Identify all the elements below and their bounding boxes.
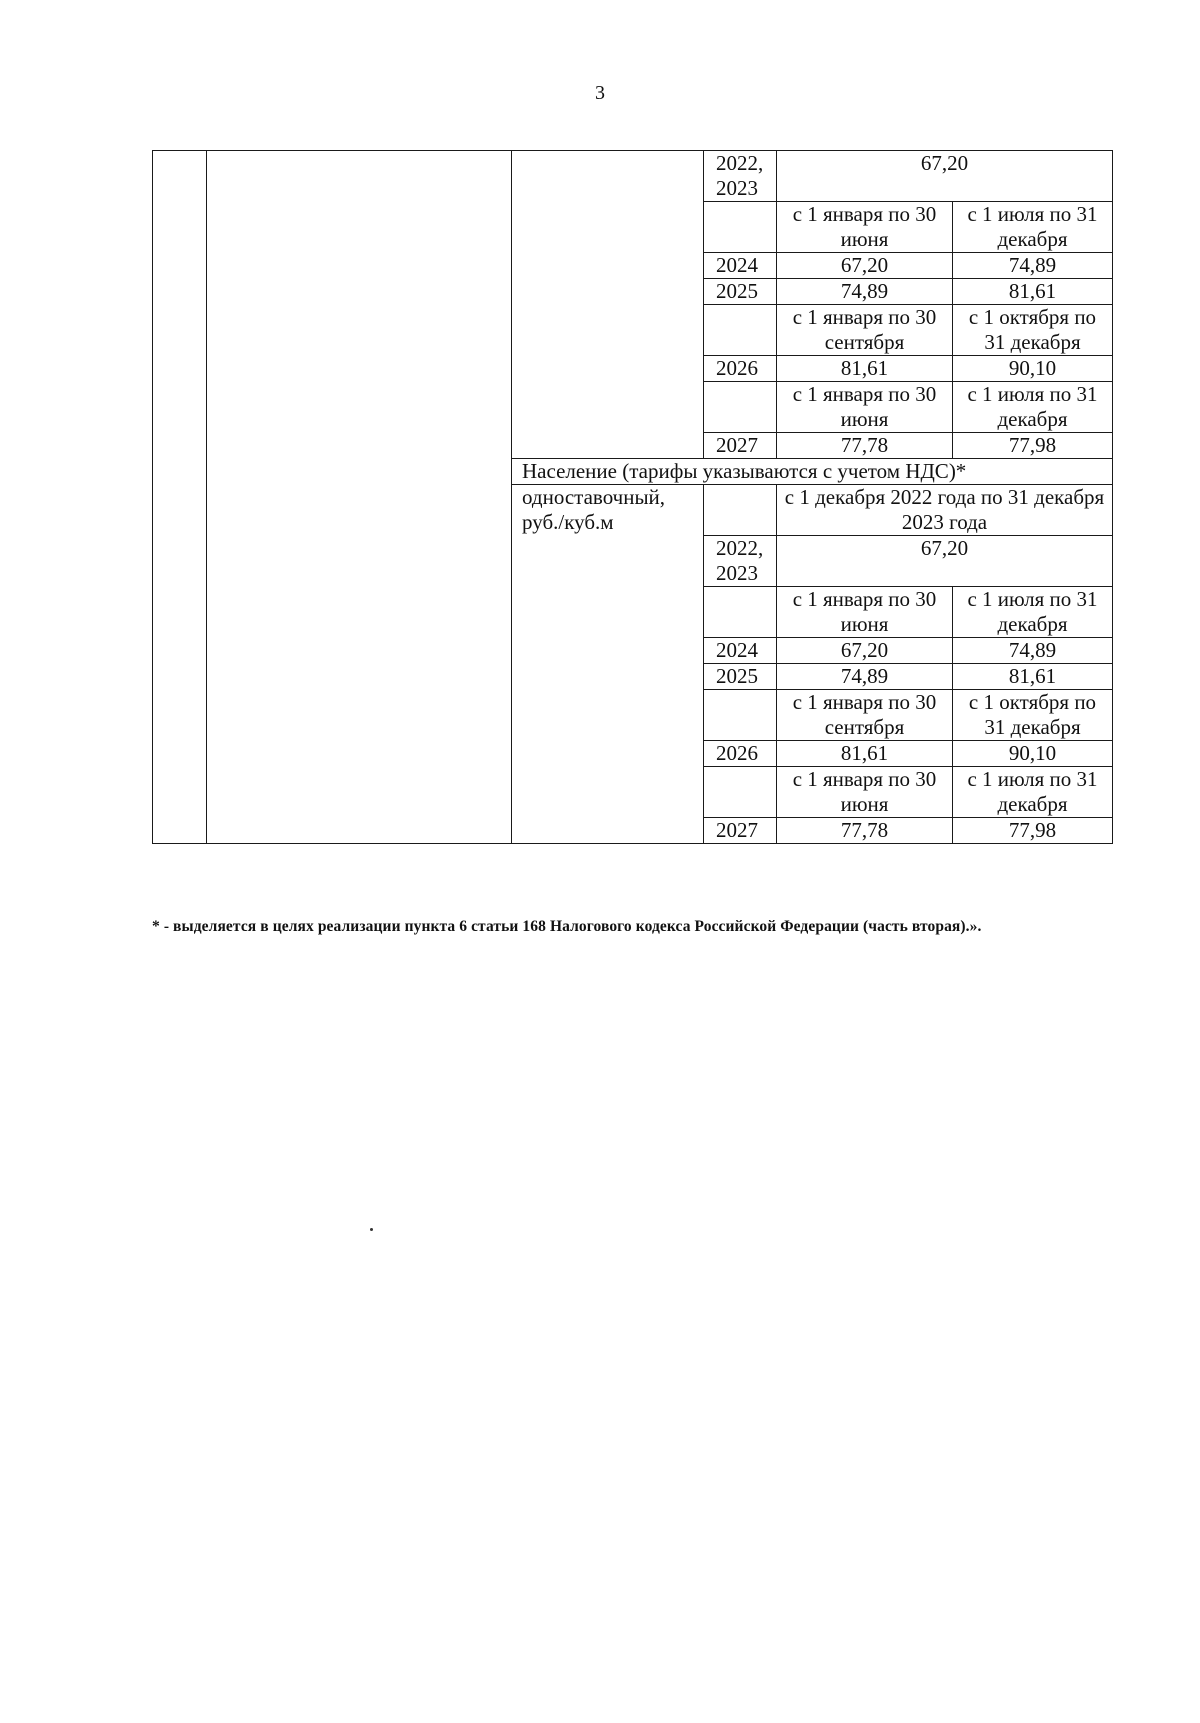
period-header: с 1 января по 30 июня xyxy=(777,202,953,253)
tariff-table xyxy=(152,150,1113,844)
name-cell xyxy=(207,151,512,844)
value-cell: 81,61 xyxy=(953,279,1113,305)
period-header: с 1 июля по 31 декабря xyxy=(953,382,1113,433)
period-header: с 1 января по 30 сентября xyxy=(777,305,953,356)
period-header: с 1 июля по 31 декабря xyxy=(953,587,1113,638)
period-header: с 1 октября по 31 декабря xyxy=(953,305,1113,356)
period-header: с 1 января по 30 июня xyxy=(777,587,953,638)
value-cell: 67,20 xyxy=(777,253,953,279)
year-cell xyxy=(704,305,777,356)
year-cell: 2024 xyxy=(704,253,777,279)
year-cell: 2026 xyxy=(704,741,777,767)
year-cell xyxy=(704,202,777,253)
value-cell: 77,78 xyxy=(777,818,953,844)
year-cell: 2027 xyxy=(704,818,777,844)
index-cell xyxy=(153,151,207,844)
year-cell xyxy=(704,690,777,741)
period-header: с 1 июля по 31 декабря xyxy=(953,767,1113,818)
tariff-type-cell xyxy=(512,151,704,459)
value-cell: 67,20 xyxy=(777,151,1113,202)
footnote: * - выделяется в целях реализации пункта 6 статьи 168 Налогового кодекса Российской Федерации (часть вторая).». xyxy=(152,918,982,935)
value-cell: 74,89 xyxy=(953,638,1113,664)
year-cell: 2027 xyxy=(704,433,777,459)
year-cell: 2024 xyxy=(704,638,777,664)
scan-speck xyxy=(370,1228,373,1231)
value-cell: 81,61 xyxy=(777,741,953,767)
period-header: с 1 января по 30 июня xyxy=(777,382,953,433)
page-number: 3 xyxy=(595,82,605,104)
tariff-type-cell: одноставочный, руб./куб.м xyxy=(512,485,704,844)
year-cell: 2026 xyxy=(704,356,777,382)
value-cell: 74,89 xyxy=(777,279,953,305)
value-cell: 81,61 xyxy=(953,664,1113,690)
year-cell: 2025 xyxy=(704,664,777,690)
value-cell: 67,20 xyxy=(777,536,1113,587)
period-header: с 1 июля по 31 декабря xyxy=(953,202,1113,253)
value-cell: 81,61 xyxy=(777,356,953,382)
year-cell: 2022, 2023 xyxy=(704,151,777,202)
value-cell: 77,78 xyxy=(777,433,953,459)
year-cell xyxy=(704,485,777,536)
year-cell xyxy=(704,767,777,818)
year-cell: 2025 xyxy=(704,279,777,305)
value-cell: 77,98 xyxy=(953,818,1113,844)
value-cell: 77,98 xyxy=(953,433,1113,459)
population-header: Население (тарифы указываются с учетом НДС)* xyxy=(512,459,1113,485)
table-row xyxy=(153,151,1113,202)
period-header: с 1 октября по 31 декабря xyxy=(953,690,1113,741)
value-cell: 90,10 xyxy=(953,741,1113,767)
period-header: с 1 декабря 2022 года по 31 декабря 2023 года xyxy=(777,485,1113,536)
year-cell: 2022, 2023 xyxy=(704,536,777,587)
period-header: с 1 января по 30 сентября xyxy=(777,690,953,741)
year-cell xyxy=(704,382,777,433)
value-cell: 67,20 xyxy=(777,638,953,664)
value-cell: 74,89 xyxy=(953,253,1113,279)
period-header: с 1 января по 30 июня xyxy=(777,767,953,818)
value-cell: 90,10 xyxy=(953,356,1113,382)
year-cell xyxy=(704,587,777,638)
value-cell: 74,89 xyxy=(777,664,953,690)
